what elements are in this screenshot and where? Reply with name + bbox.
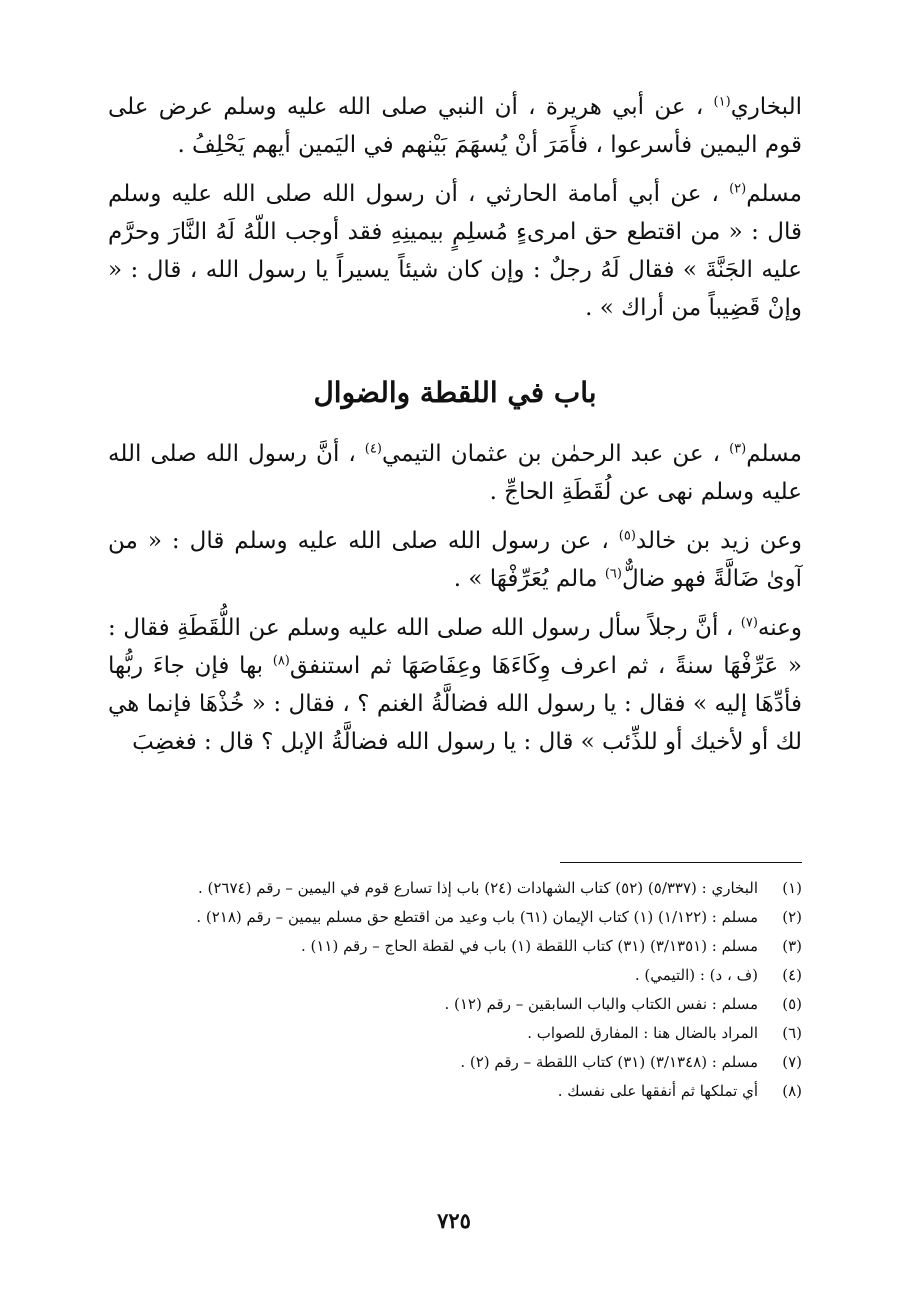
page-number: ٧٢٥ (437, 1208, 471, 1233)
paragraph-text: مسلم (746, 181, 802, 207)
paragraph-text: ، عن عبد الرحمٰن بن عثمان التيمي (381, 441, 730, 467)
footnote-ref[interactable]: (١) (713, 94, 731, 110)
footnote-text: البخاري : (٥/٣٣٧) (٥٢) كتاب الشهادات (٢٤) باب إذا تسارع قوم في اليمين – رقم (٢٦٧٤) . (197, 879, 758, 897)
footnote-text: مسلم : نفس الكتاب والباب السابقين – رقم (١٢) . (444, 995, 758, 1013)
footnote-text: أي تملكها ثم أنفقها على نفسك . (557, 1082, 758, 1100)
footnote-number: (٤) (782, 966, 802, 984)
footnote-item (108, 1077, 802, 1106)
paragraph-zayd (108, 522, 802, 598)
footnote-ref[interactable]: (٨) (272, 653, 290, 669)
footnote-number: (٣) (782, 937, 802, 955)
page-body (108, 88, 802, 761)
footnote-text: (ف ، د) : (التيمي) . (634, 966, 758, 984)
paragraph-muslim (108, 175, 802, 327)
footnote-number: (٧) (782, 1053, 802, 1071)
paragraph-text: بها فإن جاءَ ربُّها فأدِّهَا إليه » فقال : يا رسول الله فضالَّةُ الغنم ؟ ، فقال : « خُذْهَا فإنما هي لك أو لأخيك أو للذِّئب » قال : يا رسول الله فضالَّةُ الإبل ؟ قال : فغضِبَ (108, 653, 802, 755)
footnote-ref[interactable]: (٢) (729, 181, 747, 197)
footnote-number: (٢) (782, 908, 802, 926)
paragraph-lost-property (108, 609, 802, 761)
paragraph-text: مالم يُعَرِّفْهَا » . (453, 566, 605, 592)
footnote-ref[interactable]: (٤) (364, 441, 382, 457)
footnote-ref[interactable]: (٣) (729, 441, 747, 457)
chapter-heading: باب في اللقطة والضوال (313, 376, 597, 409)
footnote-item (108, 990, 802, 1019)
paragraph-text: وعن زيد بن خالد (635, 528, 802, 554)
footnote-number: (٨) (782, 1082, 802, 1100)
paragraph-text: مسلم (746, 441, 802, 467)
paragraph-hajj-lost-item (108, 435, 802, 511)
paragraph-text: ، أنَّ رجلاً سأل رسول الله صلى الله عليه وسلم عن اللُّقَطَةِ فقال : « عَرِّفْهَا سنةً ، ثم اعرف وِكَاءَهَا وعِفَاصَهَا ثم استنفق (108, 615, 802, 679)
footnote-text: مسلم : (٣/١٣٤٨) (٣١) كتاب اللقطة – رقم (٢) . (460, 1053, 758, 1071)
footnote-number: (٦) (782, 1024, 802, 1042)
footnote-ref[interactable]: (٧) (740, 615, 758, 631)
footnotes (108, 874, 802, 1106)
footnote-item (108, 874, 802, 903)
footnote-item (108, 961, 802, 990)
footnote-item (108, 1019, 802, 1048)
footnote-item (108, 1048, 802, 1077)
footnote-text: مسلم : (١/١٢٢) (١) كتاب الإيمان (٦١) باب وعيد من اقتطع حق مسلم بيمين – رقم (٢١٨) . (196, 908, 758, 926)
paragraph-text: ، عن أبي أمامة الحارثي ، أن رسول الله صلى الله عليه وسلم قال : « من اقتطع حق امرىءٍ مُسلِمٍ بيمينِهِ فقد أوجب اللّهُ لَهُ النَّارَ وحرَّم عليه الجَنَّةَ » فقال لَهُ رجلٌ : وإن كان شيئاً يسيراً يا رسول الله ، قال : « وإنْ قَضِيباً من أراك » . (108, 181, 802, 321)
footnote-ref[interactable]: (٦) (604, 566, 622, 582)
paragraph-text: ، عن أبي هريرة ، أن النبي صلى الله عليه وسلم عرض على قوم اليمين فأسرعوا ، فأَمَرَ أنْ يُسهَمَ بَيْنهم في اليَمين أيهم يَحْلِفُ . (108, 94, 802, 158)
paragraph-text: ، عن رسول الله صلى الله عليه وسلم قال : « من آوىٰ ضَالَّةً فهو ضالٌّ (108, 528, 802, 592)
paragraph-text: ، أنَّ رسول الله صلى الله عليه وسلم نهى عن لُقَطَةِ الحاجِّ . (108, 441, 802, 505)
footnote-text: المراد بالضال هنا : المفارق للصواب . (527, 1024, 758, 1042)
paragraph-bukhari (108, 88, 802, 164)
paragraph-text: البخاري (730, 94, 802, 120)
paragraph-text: وعنه (757, 615, 802, 641)
footnote-item (108, 932, 802, 961)
footnote-number: (١) (782, 879, 802, 897)
footnote-item (108, 903, 802, 932)
footnote-text: مسلم : (٣/١٣٥١) (٣١) كتاب اللقطة (١) باب في لقطة الحاج – رقم (١١) . (300, 937, 758, 955)
footnote-divider (560, 862, 802, 863)
footnote-ref[interactable]: (٥) (618, 528, 636, 544)
footnote-number: (٥) (782, 995, 802, 1013)
